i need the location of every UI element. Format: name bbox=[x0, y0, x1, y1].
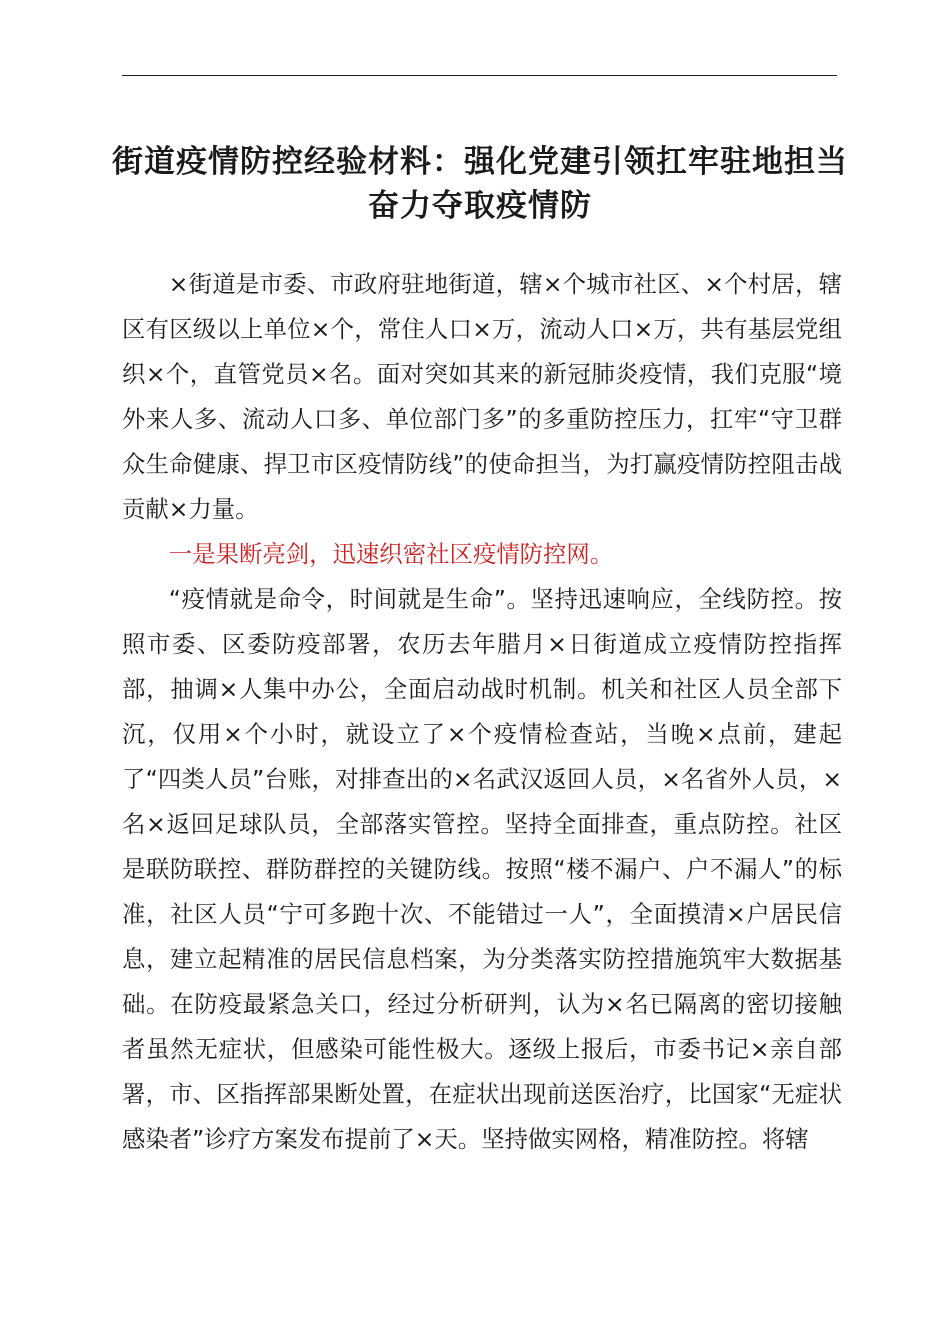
document-body bbox=[122, 262, 842, 1162]
section-heading: 一是果断亮剑，迅速织密社区疫情防控网。 bbox=[168, 540, 614, 568]
section-paragraph: “疫情就是命令，时间就是生命”。坚持迅速响应，全线防控。按照市委、区委防疫部署，农历去年腊月×日街道成立疫情防控指挥部，抽调×人集中办公，全面启动战时机制。机关和社区人员全部下沉，仅用×个小时，就设立了×个疫情检查站，当晚×点前，建起了“四类人员”台账，对排查出的×名武汉返回人员，×名省外人员，×名×返回足球队员，全部落实管控。坚持全面排查，重点防控。社区是联防联控、群防群控的关键防线。按照“楼不漏户、户不漏人”的标准，社区人员“宁可多跑十次、不能错过一人”，全面摸清×户居民信息，建立起精准的居民信息档案，为分类落实防控措施筑牢大数据基础。在防疫最紧急关口，经过分析研判，认为×名已隔离的密切接触者虽然无症状，但感染可能性极大。逐级上报后，市委书记×亲自部署，市、区指挥部果断处置，在症状出现前送医治疗，比国家“无症状感染者”诊疗方案发布提前了×天。坚持做实网格，精准防控。将辖 bbox=[122, 585, 842, 1153]
header-rule bbox=[122, 75, 837, 76]
intro-paragraph: ×街道是市委、市政府驻地街道，辖×个城市社区、×个村居，辖区有区级以上单位×个，常住人口×万，流动人口×万，共有基层党组织×个，直管党员×名。面对突如其来的新冠肺炎疫情，我们克服“境外来人多、流动人口多、单位部门多”的多重防控压力，扛牢“守卫群众生命健康、捍卫市区疫情防线”的使命担当，为打赢疫情防控阻击战贡献×力量。 bbox=[122, 270, 842, 523]
document-title: 街道疫情防控经验材料：强化党建引领扛牢驻地担当奋力夺取疫情防 bbox=[112, 144, 848, 224]
